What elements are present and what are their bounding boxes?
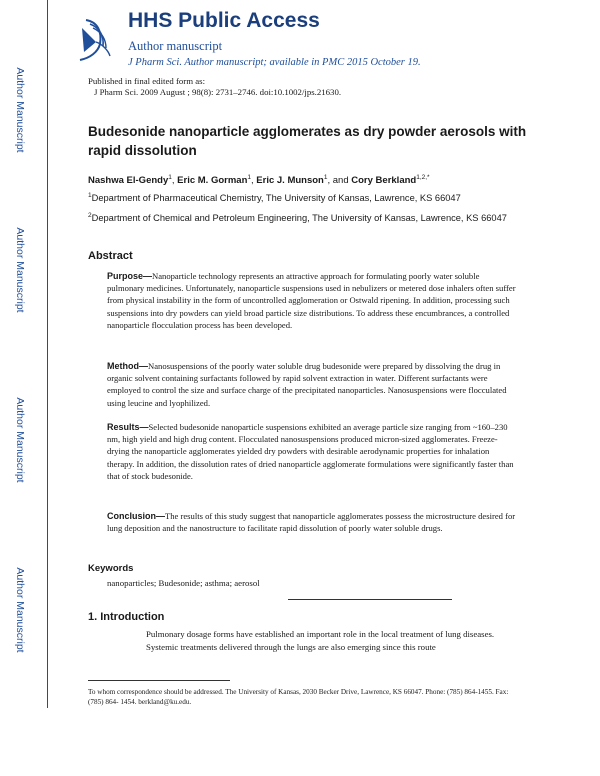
abstract-conclusion [107, 510, 517, 534]
author-name: Nashwa El-Gendy [88, 175, 169, 187]
abstract-text: Nanosuspensions of the poorly water soluble drug budesonide were prepared by dissolving the drug in organic solvent containing surfactants followed by rapid solvent extraction in water. Different surfactants were employed to control the size and surface charge of the precipitated nanoparticles. Nanosuspensions were flocculated using leucine and lyophilized. [107, 361, 507, 408]
availability-line: J Pharm Sci. Author manuscript; available in PMC 2015 October 19. [128, 57, 421, 68]
abstract-label: Method— [107, 361, 148, 371]
publication-info [88, 76, 341, 98]
abstract-label: Results— [107, 422, 149, 432]
abstract-results [107, 421, 517, 482]
affiliation-2 [88, 210, 528, 224]
abstract-method [107, 360, 517, 409]
abstract-text: The results of this study suggest that nanoparticle agglomerates possess the microstructure desired for lung deposition and the nanostructure to facilitate rapid dissolution of poorly water soluble drugs. [107, 511, 516, 534]
side-label-2: Author Manuscript [14, 227, 26, 313]
published-label: Published in final edited form as: [88, 76, 206, 86]
article-title: Budesonide nanoparticle agglomerates as dry powder aerosols with rapid dissolution [88, 124, 527, 158]
author-name: Eric M. Gorman [177, 175, 248, 187]
abstract-label: Conclusion— [107, 511, 165, 521]
margin-rule [47, 0, 48, 708]
author-separator: , [251, 175, 257, 187]
abstract-heading: Abstract [88, 250, 133, 262]
affiliation-sup: 1 [88, 192, 92, 199]
author-sup: 1,2,* [416, 174, 430, 181]
author-name: Eric J. Munson [256, 175, 324, 187]
introduction-text: Pulmonary dosage forms have established an important role in the local treatment of lung diseases. Systemic treatments delivered through the lungs are also emerging since this route [146, 629, 495, 652]
keywords-heading: Keywords [88, 563, 134, 574]
keywords-text: nanoparticles; Budesonide; asthma; aerosol [107, 578, 260, 588]
side-label-1: Author Manuscript [14, 67, 26, 153]
affiliation-text: Department of Pharmaceutical Chemistry, The University of Kansas, Lawrence, KS 66047 [91, 193, 461, 204]
correspondence-footnote: To whom correspondence should be addressed. The University of Kansas, 2030 Becker Drive, Lawrence, KS 66047. Phone: (785) 864-1455. Fax: (785) 864- 1454. berkland@ku.edu. [88, 688, 509, 706]
author-separator: , and [327, 175, 352, 187]
abstract-purpose [107, 270, 517, 331]
abstract-label: Purpose— [107, 271, 153, 281]
author-list [88, 174, 430, 186]
citation: J Pharm Sci. 2009 August ; 98(8): 2731–2746. doi:10.1002/jps.21630. [94, 87, 342, 97]
affiliation-text: Department of Chemical and Petroleum Engineering, The University of Kansas, Lawrence, KS 66047 [91, 213, 507, 224]
footnote-divider [88, 680, 230, 681]
abstract-text: Selected budesonide nanoparticle suspensions exhibited an average particle size ranging from ~160–230 nm, high yield and high drug content. Flocculated nanosuspensions produced micron-sized agglomerates. Freeze-drying the nanoparticle agglomerates yielded dry powders with desirable aerodynamic properties for inhalation therapy. In addition, the dissolution rates of dried nanoparticle agglomerate formulations were significantly faster than that of stock budesonide. [107, 422, 514, 481]
abstract-text: Nanoparticle technology represents an attractive approach for formulating poorly water soluble pulmonary medicines. Unfortunately, nanoparticle suspensions used in nebulizers or metered dose inhalers often suffer from physical instability in the form of uncontrolled agglomeration or Ostwald ripening. In addition, processing such suspensions into dry powders can yield broad particle size distributions. To address these encumbrances, a controlled nanoparticle flocculation process has been developed. [107, 271, 516, 330]
hhs-public-access-title: HHS Public Access [128, 9, 320, 32]
author-sup: 1 [168, 174, 172, 181]
introduction-heading: 1. Introduction [88, 611, 165, 623]
hhs-eagle-logo-icon [76, 14, 112, 62]
affiliation-1 [88, 190, 528, 204]
keywords-divider [288, 599, 452, 600]
side-label-3: Author Manuscript [14, 397, 26, 483]
author-name: Cory Berkland [351, 175, 417, 187]
author-separator: , [171, 175, 178, 187]
author-sup: 1 [323, 174, 328, 181]
side-label-4: Author Manuscript [14, 567, 26, 653]
author-manuscript-label: Author manuscript [128, 39, 223, 53]
affiliation-sup: 2 [88, 212, 92, 219]
author-sup: 1 [247, 174, 251, 181]
